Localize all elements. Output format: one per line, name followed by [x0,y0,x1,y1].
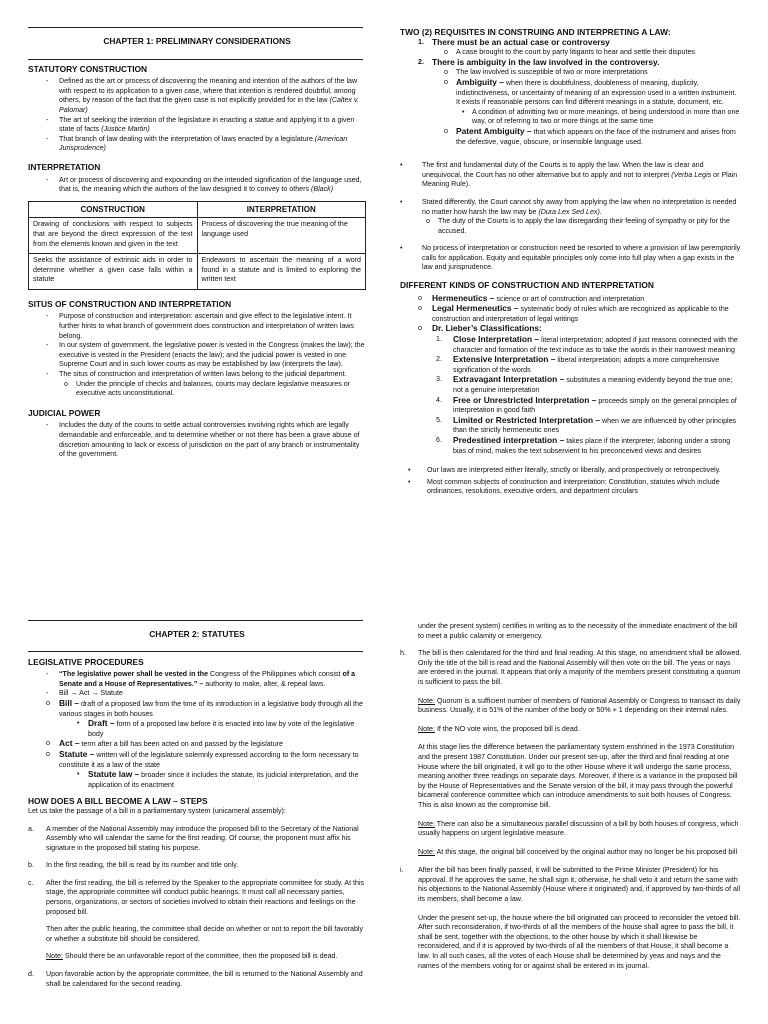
construction-vs-interpretation-table [28,201,366,290]
list-item: 3. Extravagant Interpretation – substitutes a meaning evidently beyond the true one; not a genuine interpretation [436,374,733,394]
list-item: o Bill – draft of a proposed law from the time of its introduction in a legislative body through all the various stages in both houses [46,697,363,718]
list-item: - Purpose of construction and interpretation: ascertain and give effect to the legislative intent. It further hints to what branch of government does construction and interpretation of written laws belong. [46,312,354,340]
list-item: - “The legislative power shall be vested in the Congress of the Philippines which consist of a Senate and a House of Representatives.” – authority to make, alter, & repeal laws. [46,670,356,688]
list-item: o Legal Hermeneutics – systematic body of rules which are recognized as applicable to the construction and interpretation of legal writings [418,303,729,323]
note: Note: At this stage, the original bill conceived by the original author may no longer be his proposed bill [418,847,738,856]
chapter1-title: CHAPTER 1: PRELIMINARY CONSIDERATIONS [103,36,291,46]
paragraph: Under the present set-up, the house where the bill originated can proceed to reconsider the vetoed bill. After such reconsideration, if two-thirds of all the members of the house shall agree to pass the bill, it shall be sent, together with the objections, to the other house by which it shall likewise be reconsidered, and if it is approved by two-thirds of all the members of that House, it shall become a law. In all such cases, all the votes of each House shall be determined by yeas and nays and the names of the members voting for or against shall be entered in its journal. [418,913,741,970]
note: Note: If the NO vote wins, the proposed bill is dead. [418,724,580,733]
table-header-construction: CONSTRUCTION [29,201,198,218]
note: Note: Should there be an unfavorable report of the committee, then the proposed bill is dead. [46,952,338,961]
list-item: • Statute law – broader since it includes the statute, its judicial interpretation, and the application of its enactment [77,769,359,789]
list-item: - The situs of construction and interpretation of written laws belong to the judicial department. [46,370,347,379]
statutory-construction-heading: STATUTORY CONSTRUCTION [28,63,148,74]
list-item: • A condition of admitting two or more meanings, of being understood in more than one way, or of referring to two or more things at the same time [462,107,740,126]
steps-intro: Let us take the passage of a bill in a parliamentary system (unicameral assembly): [28,806,286,815]
list-item: - That branch of law dealing with the interpretation of laws enacted by a legislature (American Jurisprudence) [46,134,348,153]
legislative-procedures-heading: LEGISLATIVE PROCEDURES [28,656,144,667]
list-item: c. After the first reading, the bill is referred by the Speaker to the appropriate committee for study. At this stage, the appropriate committee will conduct public hearings. It must call all necessary parties, persons, organizations, or sectors of societies involved to obtain their reactions and feelings on the proposed bill. [28,878,365,916]
list-item: - The art of seeking the intention of the legislature in enacting a statue and applying it to a given state of facts (Justice Martin) [46,115,355,134]
list-item: o The law involved is susceptible of two or more interpretations [444,68,648,77]
note: Note: There can also be a simultaneous parallel discussion of a bill by both houses of congress, which usually happens on urgent legislative measure. [418,819,739,838]
list-item: - Bill → Act → Statute [46,689,123,698]
interpretation-heading: INTERPRETATION [28,161,101,172]
table-row: Drawing of conclusions with respect to subjects that are beyond the direct expression of the text from the elements known and given in the text Process of discovering the true meaning of the language used [29,218,366,254]
note: Note: Quorum is a sufficient number of members of National Assembly or Congress to transact its daily business. Usually, it is 51% of the number of the body or 50% + 1 depending on their internal rules. [418,696,741,715]
page2-right-column [400,622,742,971]
page2-left-column [28,630,366,989]
requisites-heading: TWO (2) REQUISITES IN CONSTRUING AND INTERPRETING A LAW: [400,27,671,37]
list-item: • The first and fundamental duty of the Courts is to apply the law. When the law is clear and unequivocal, the Court has no other alternative but to apply and not to interpret (Verba Legis or Plain Meaning Rule). [400,161,738,189]
list-item: o Ambiguity – when there is doubtfulness, doubleness of meaning, duplicity, indistinctiveness, or uncertainty of meaning of an expression used in a written instrument. It exists if reasonable persons can find different meanings in a statute, document, etc. [444,76,737,107]
list-item-continued: Then after the public hearing, the committee shall decide on whether or not to report the bill favorably or whether a substitute bill should be considered. [46,925,364,943]
list-item: 4. Free or Unrestricted Interpretation – proceeds simply on the general principles of interpretation in good faith [436,394,737,415]
continued-text: under the present system) certifies in writing as to the necessity of the immediate enactment of the bill to meet a public calamity or emergency. [418,622,738,640]
paragraph: At this stage lies the difference between the parliamentary system enshrined in the 1973 Constitution and the present 1987 Constitution. Under our present set-up, after the third and final reading at one House where the bill originated, it will go to the other House where it will undergo the same process, meaning another three readings on separate days. Moreover, if there is a variance in the proposed bill by the House of Representatives and the Senate version of the bill, it may pass through the powerful bicameral conference committee which can introduce amendments to suit both houses of Congress. This is also known as the compromise bill. [418,743,738,809]
list-item: 5. Limited or Restricted Interpretation – when we are influenced by other principles than the strictly hermeneutic ones [436,414,737,435]
list-item: o Patent Ambiguity – that which appears on the face of the instrument and arises from the defective, vague, obscure, or insensible language used. [444,125,736,146]
list-item: o Dr. Lieber’s Classifications: [418,323,542,334]
list-item: - Defined as the art or process of discovering the meaning and intention of the authors of the law with respect to its application to a given case, where that intention is rendered doubtful, among others, by reason of the fact that the given case is not explicitly provided for in the law (Caltex v. Palomar) [46,77,359,114]
list-item: 2. There is ambiguity in the law involved in the controversy. [418,56,660,67]
list-item: • Most common subjects of construction and interpretation: Constitution, statutes which include ordinances, resolutions, executive orders, and department circulars [408,477,720,496]
list-item: 1. Close Interpretation – literal interpretation; adopted if just reasons connected with the character and formation of the text induce as to take the words in their narrowest meaning [436,334,738,354]
list-item: a. A member of the National Assembly may introduce the proposed bill to the Secretary of the National Assembly who will calendar the same for the first reading. Of course, the proponent must affix his signature in the proposed bill stating his purpose. [28,824,359,852]
table-row: Seeks the assistance of extrinsic aids in order to determine whether a given case falls within a statute Endeavors to ascertain the meaning of a word found in a statute and is limited to exploring the written text [29,254,366,290]
page1-left-column [28,37,366,460]
page1-right-column [400,28,742,497]
bill-becomes-law-heading: HOW DOES A BILL BECOME A LAW – STEPS [28,796,208,807]
list-item: o A case brought to the court by party litigants to hear and settle their disputes [444,48,695,57]
list-item: i. After the bill has been finally passed, it will be submitted to the Prime Minister (President) for his approval. If he approves the same, he shall sign it, otherwise, he shall veto it and return the same with his objections to the National Assembly (House where it originated) and, if approved by two-thirds of all its members, shall become a law. [400,866,741,904]
list-item: 2. Extensive Interpretation – liberal interpretation; adopts a more comprehensive signification of the words [436,354,720,374]
list-item: - Art or process of discovering and expounding on the intended signification of the language used, that is, the meaning which the authors of the law designed it to convey to others (Black) [46,175,362,194]
chapter2-title: CHAPTER 2: STATUTES [149,629,245,639]
list-item: o Hermeneutics – science or art of construction and interpretation [418,292,645,303]
chapter2-top-rule [28,620,363,621]
kinds-heading: DIFFERENT KINDS OF CONSTRUCTION AND INTERPRETATION [400,280,654,291]
list-item: • Draft – form of a proposed law before it is enacted into law by vote of the legislative body [77,718,355,738]
judicial-power-heading: JUDICIAL POWER [28,407,101,418]
list-item: h. The bill is then calendared for the third and final reading. At this stage, no amendment shall be allowed. Only the title of the bill is read and the National Assembly will then vote on the bill. The yeas or nays are entered in the journal. It appears that only a majority of the members present constituting a quorum is sufficient to pass the bill. [400,649,742,686]
list-item: 6. Predestined interpretation – takes place if the interpreter, laboring under a strong bias of mind, makes the text subservient to his preconceived views and desires [436,434,731,455]
list-item: - Includes the duty of the courts to settle actual controversies involving rights which are legally demandable and enforceable, and to determine whether or not there has been a grave abuse of discretion amounting to lack or excess of jurisdiction on the part of any branch or instrumentality of the government. [46,421,360,459]
list-item: 1. There must be an actual case or controversy [418,36,610,47]
table-header-interpretation: INTERPRETATION [197,201,366,218]
list-item: o Under the principle of checks and balances, courts may declare legislative measures or executive acts unconstitutional. [64,379,351,398]
list-item: • No process of interpretation or construction need be resorted to where a provision of law peremptorily calls for application. Equity and equitable principles only come into full play when a gap exists in the law and jurisprudence. [400,244,741,272]
list-item: o The duty of the Courts is to apply the law disregarding their feeling of sympathy or pity for the accused. [426,217,730,235]
situs-heading: SITUS OF CONSTRUCTION AND INTERPRETATION [28,298,232,309]
list-item: • Stated differently, the Court cannot shy away from applying the law when no interpretation is needed no matter how harsh the law may be (Dura Lex Sed Lex). [400,197,737,216]
list-item: o Act – term after a bill has been acted on and passed by the legislature [46,738,283,749]
list-item: b. In the first reading, the bill is read by its number and title only. [28,861,239,870]
chapter1-top-rule [28,27,363,28]
list-item: o Statute – written will of the legislature solemnly expressed according to the form necessary to constitute it as a law of the state [46,748,359,769]
list-item: • Our laws are interpreted either literally, strictly or liberally, and prospectively or retrospectively. [408,466,721,475]
list-item: - In our system of government, the legislative power is vested in the Congress (makes the law); the executive is vested in the President (enacts the law); and the judicial power is vested in one Supreme Court and in such lower courts as may be established by law (interprets the law). [46,341,365,369]
list-item: d. Upon favorable action by the appropriate committee, the bill is returned to the National Assembly and shall be calendared for the second reading. [28,970,363,988]
